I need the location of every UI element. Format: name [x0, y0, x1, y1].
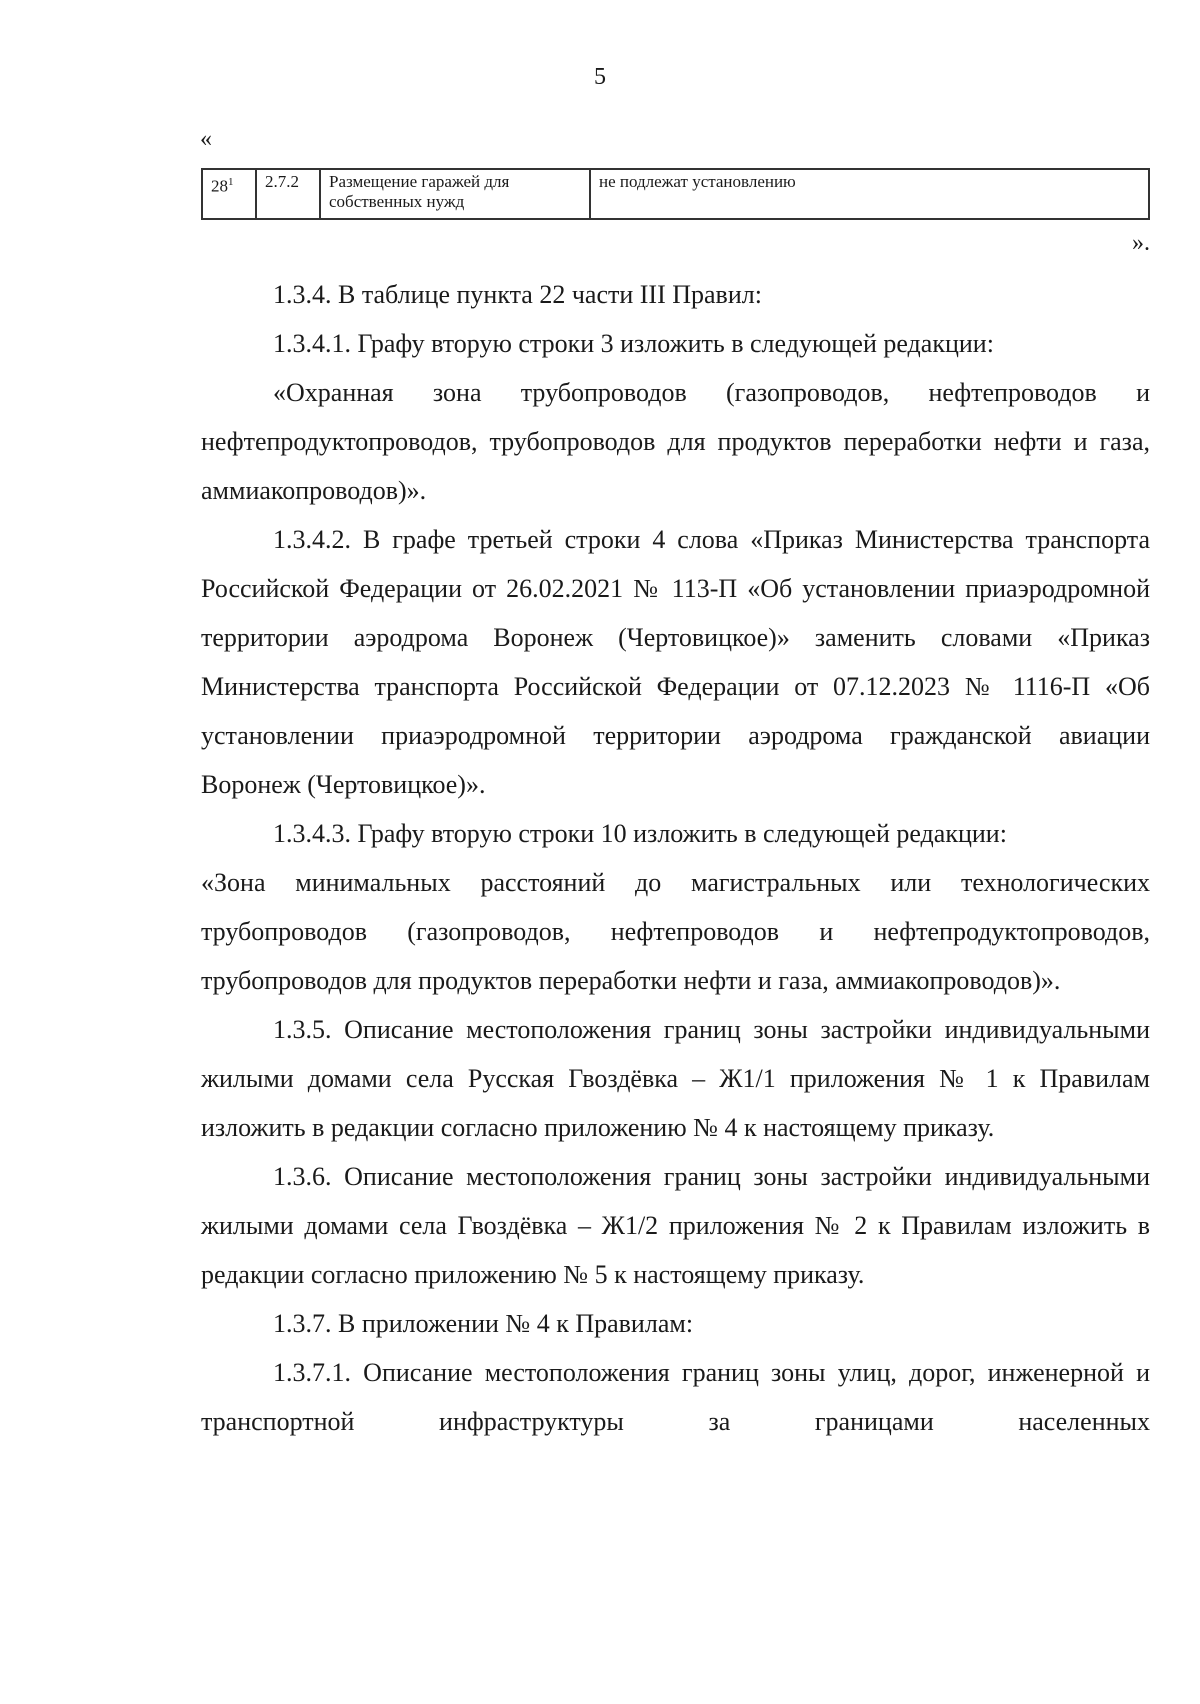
paragraph-1-3-4: 1.3.4. В таблице пункта 22 части III Правил:: [273, 280, 762, 309]
row-number-cell: [202, 169, 256, 219]
document-body: [201, 270, 1150, 1446]
paragraph-1-3-4-2: 1.3.4.2. В графе третьей строки 4 слова «Приказ Министерства транспорта Российской Федерации от 26.02.2021 № 113-П «Об установлении приаэродромной территории аэродрома Воронеж (Чертовицкое)» заменить словами «Приказ Министерства транспорта Российской Федерации от 07.12.2023 № 1116-П «Об установлении приаэродромной территории аэродрома гражданской авиации Воронеж (Чертовицкое)».: [201, 525, 1150, 799]
paragraph-1-3-7-1: 1.3.7.1. Описание местоположения границ зоны улиц, дорог, инженерной и транспортной инфраструктуры за границами населенных: [201, 1358, 1150, 1436]
row-number-superscript: 1: [228, 176, 234, 188]
paragraph-1-3-5: 1.3.5. Описание местоположения границ зоны застройки индивидуальными жилыми домами села Русская Гвоздёвка – Ж1/1 приложения № 1 к Правилам изложить в редакции согласно приложению № 4 к настоящему приказу.: [201, 1015, 1150, 1142]
paragraph-quote-minimum-distance-zone: «Зона минимальных расстояний до магистральных или технологических трубопроводов (газопроводов, нефтепроводов и нефтепродуктопроводов, трубопроводов для продуктов переработки нефти и газа, аммиакопроводов)».: [201, 868, 1150, 995]
value-cell: не подлежат установлению: [590, 169, 1149, 219]
closing-quote-mark: ».: [1132, 230, 1150, 256]
row-number: 28: [211, 176, 228, 196]
paragraph-1-3-6: 1.3.6. Описание местоположения границ зоны застройки индивидуальными жилыми домами села Гвоздёвка – Ж1/2 приложения № 2 к Правилам изложить в редакции согласно приложению № 5 к настоящему приказу.: [201, 1162, 1150, 1289]
amendment-table: [201, 168, 1150, 220]
paragraph-1-3-4-3: 1.3.4.3. Графу вторую строки 10 изложить в следующей редакции:: [273, 819, 1007, 848]
opening-quote-mark: «: [200, 126, 212, 152]
code-cell: 2.7.2: [256, 169, 320, 219]
table-row: [202, 169, 1149, 219]
paragraph-quote-protection-zone: «Охранная зона трубопроводов (газопроводов, нефтепроводов и нефтепродуктопроводов, трубопроводов для продуктов переработки нефти и газа, аммиакопроводов)».: [201, 378, 1150, 505]
page-number: 5: [594, 64, 606, 90]
paragraph-1-3-7: 1.3.7. В приложении № 4 к Правилам:: [273, 1309, 694, 1338]
name-cell: Размещение гаражей для собственных нужд: [320, 169, 590, 219]
paragraph-1-3-4-1: 1.3.4.1. Графу вторую строки 3 изложить в следующей редакции:: [273, 329, 994, 358]
